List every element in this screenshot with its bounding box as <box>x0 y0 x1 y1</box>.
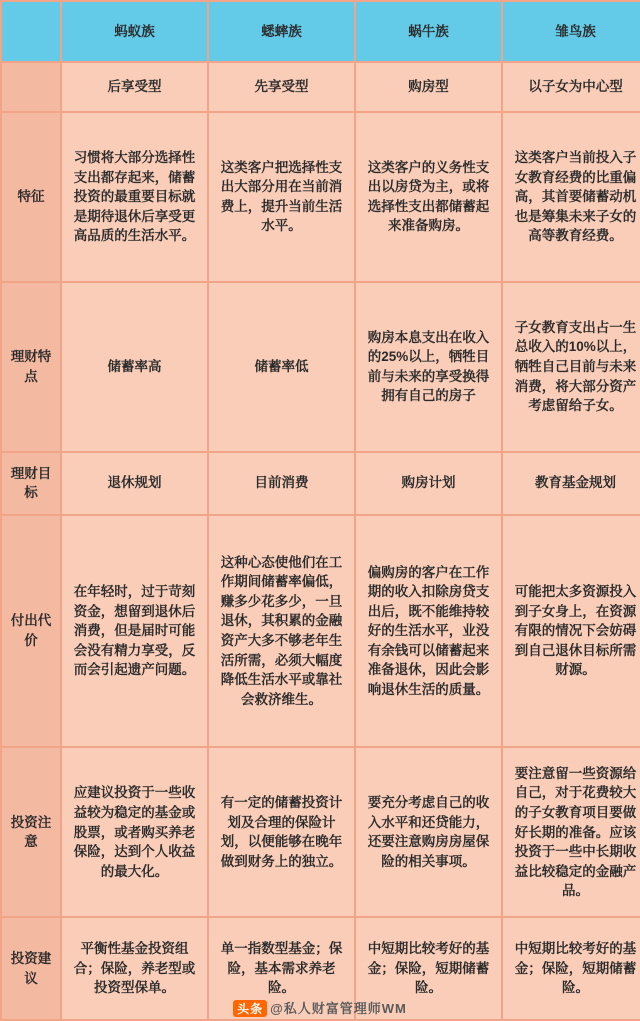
cell-advice-3: 中短期比较考好的基金；保险，短期储蓄险。 <box>356 918 501 1019</box>
table-row <box>2 453 640 514</box>
cell-goal-1: 退休规划 <box>62 453 207 514</box>
row-label-cost: 付出代价 <box>2 516 60 747</box>
cell-type-1: 后享受型 <box>62 63 207 111</box>
cell-cost-4: 可能把太多资源投入到子女身上，在资源有限的情况下会妨碍到自己退休目标所需财源。 <box>503 516 640 747</box>
table-row <box>2 748 640 916</box>
row-label-type <box>2 63 60 111</box>
cell-advice-1: 平衡性基金投资组合；保险，养老型或投资型保单。 <box>62 918 207 1019</box>
cell-cost-1: 在年轻时，过于苛刻资金，想留到退休后消费，但是届时可能会没有精力享受，反而会引起遗产问题。 <box>62 516 207 747</box>
cell-type-4: 以子女为中心型 <box>503 63 640 111</box>
cell-advice-4: 中短期比较考好的基金；保险，短期储蓄险。 <box>503 918 640 1019</box>
cell-goal-3: 购房计划 <box>356 453 501 514</box>
cell-cost-2: 这种心态使他们在工作期间储蓄率偏低，赚多少花多少，一旦退休，其积累的金融资产大多不够老年生活所需，必须大幅度降低生活水平或靠社会救济维生。 <box>209 516 354 747</box>
column-header-4: 雏鸟族 <box>503 2 640 61</box>
column-header-2: 蟋蟀族 <box>209 2 354 61</box>
cell-note-1: 应建议投资于一些收益较为稳定的基金或股票，或者购买养老保险，达到个人收益的最大化。 <box>62 748 207 916</box>
watermark-text: @私人财富管理师WM <box>270 1001 407 1016</box>
cell-feature-2: 这类客户把选择性支出大部分用在当前消费上，提升当前生活水平。 <box>209 113 354 281</box>
row-label-goal: 理财目标 <box>2 453 60 514</box>
cell-note-2: 有一定的储蓄投资计划及合理的保险计划，以便能够在晚年做到财务上的独立。 <box>209 748 354 916</box>
column-header-3: 蜗牛族 <box>356 2 501 61</box>
cell-goal-2: 目前消费 <box>209 453 354 514</box>
table-row <box>2 63 640 111</box>
cell-finance-3: 购房本息支出在收入的25%以上，牺牲目前与未来的享受换得拥有自己的房子 <box>356 283 501 451</box>
cell-finance-4: 子女教育支出占一生总收入的10%以上，牺牲自己目前与未来消费，将大部分资产考虑留给子女。 <box>503 283 640 451</box>
row-label-investment-note: 投资注意 <box>2 748 60 916</box>
column-header-1: 蚂蚁族 <box>62 2 207 61</box>
row-label-advice: 投资建议 <box>2 918 60 1019</box>
table-row <box>2 283 640 451</box>
table-row <box>2 113 640 281</box>
cell-advice-2: 单一指数型基金；保险，基本需求养老险。 <box>209 918 354 1019</box>
cell-feature-1: 习惯将大部分选择性支出都存起来，储蓄投资的最重要目标就是期待退休后享受更高品质的生活水平。 <box>62 113 207 281</box>
table-corner-cell <box>2 2 60 61</box>
table-row <box>2 918 640 1019</box>
row-label-finance-feature: 理财特点 <box>2 283 60 451</box>
cell-cost-3: 偏购房的客户在工作期的收入扣除房贷支出后，既不能维持较好的生活水平，业没有余钱可以储蓄起来准备退休，因此会影响退休生活的质量。 <box>356 516 501 747</box>
table-row <box>2 516 640 747</box>
table-header-row <box>2 2 640 61</box>
cell-finance-1: 储蓄率高 <box>62 283 207 451</box>
cell-feature-4: 这类客户当前投入子女教育经费的比重偏高，其首要储蓄动机也是筹集未来子女的高等教育经费。 <box>503 113 640 281</box>
cell-goal-4: 教育基金规划 <box>503 453 640 514</box>
cell-type-3: 购房型 <box>356 63 501 111</box>
cell-finance-2: 储蓄率低 <box>209 283 354 451</box>
cell-type-2: 先享受型 <box>209 63 354 111</box>
cell-feature-3: 这类客户的义务性支出以房贷为主，或将选择性支出都储蓄起来准备购房。 <box>356 113 501 281</box>
row-label-feature: 特征 <box>2 113 60 281</box>
cell-note-4: 要注意留一些资源给自己，对于花费较大的子女教育项目要做好长期的准备。应该投资于一些中长期收益比较稳定的金融产品。 <box>503 748 640 916</box>
cell-note-3: 要充分考虑自己的收入水平和还贷能力，还要注意购房房屋保险的相关事项。 <box>356 748 501 916</box>
watermark-badge: 头条 <box>233 1000 267 1017</box>
